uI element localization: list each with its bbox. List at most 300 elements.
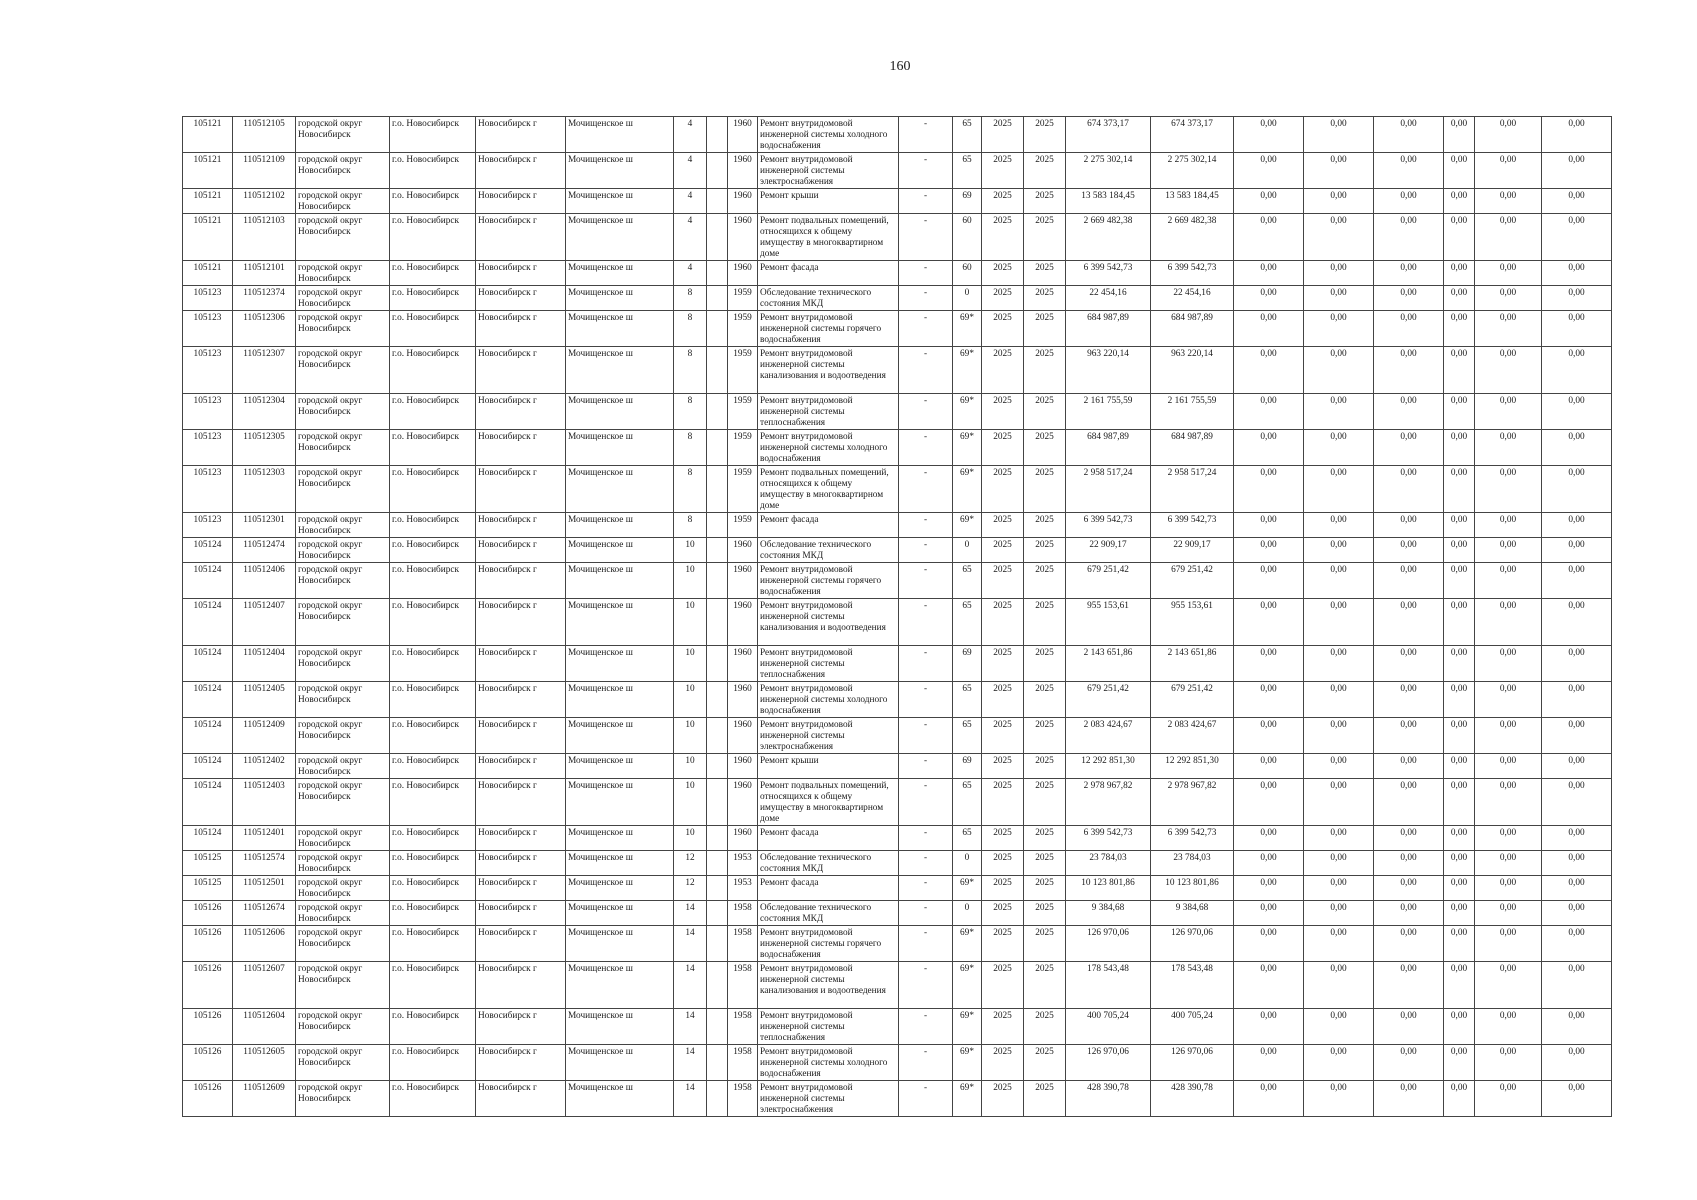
cell-work-type: Обследование технического состояния МКД — [758, 286, 899, 311]
cell-house-id: 105121 — [183, 117, 233, 153]
cell-total-cost: 2 275 302,14 — [1066, 153, 1151, 189]
cell-work-type: Ремонт внутридомовой инженерной системы холодного водоснабжения — [758, 430, 899, 466]
cell-other-funds: 0,00 — [1542, 1045, 1612, 1081]
cell-other-funds: 0,00 — [1542, 926, 1612, 962]
cell-plan-year-end: 2025 — [1024, 754, 1066, 779]
cell-street: Мочищенское ш — [566, 599, 674, 646]
cell-build-year: 1960 — [728, 261, 758, 286]
cell-total-cost: 6 399 542,73 — [1066, 826, 1151, 851]
cell-subject-funds: 0,00 — [1304, 754, 1374, 779]
cell-subject-funds: 0,00 — [1304, 513, 1374, 538]
cell-house-id: 105126 — [183, 1081, 233, 1117]
cell-work-id: 110512102 — [233, 189, 296, 214]
cell-owner-funds-flag: 0,00 — [1444, 311, 1475, 347]
cell-local-funds: 0,00 — [1374, 347, 1444, 394]
cell-work-type: Ремонт внутридомовой инженерной системы горячего водоснабжения — [758, 311, 899, 347]
cell-municipal-unit: г.о. Новосибирск — [390, 754, 476, 779]
cell-subject-funds: 0,00 — [1304, 538, 1374, 563]
cell-building-letter — [707, 826, 728, 851]
cell-building-letter — [707, 394, 728, 430]
cell-municipal-unit: г.о. Новосибирск — [390, 347, 476, 394]
cell-house-number: 4 — [674, 214, 707, 261]
cell-owner-funds-flag: 0,00 — [1444, 646, 1475, 682]
cell-plan-year-start: 2025 — [982, 261, 1024, 286]
cell-subject-funds: 0,00 — [1304, 214, 1374, 261]
cell-house-number: 14 — [674, 1045, 707, 1081]
cell-locality: Новосибирск г — [476, 682, 566, 718]
table-row — [183, 901, 1612, 926]
table-row — [183, 538, 1612, 563]
cell-owner-funds: 0,00 — [1475, 189, 1542, 214]
cell-house-id: 105126 — [183, 962, 233, 1009]
cell-building-letter — [707, 563, 728, 599]
cell-house-id: 105124 — [183, 538, 233, 563]
cell-subject-funds: 0,00 — [1304, 962, 1374, 1009]
cell-build-year: 1958 — [728, 1009, 758, 1045]
cell-work-id: 110512304 — [233, 394, 296, 430]
cell-separator: - — [899, 214, 953, 261]
cell-total-cost: 23 784,03 — [1066, 851, 1151, 876]
cell-municipal-unit: г.о. Новосибирск — [390, 538, 476, 563]
cell-work-id: 110512401 — [233, 826, 296, 851]
cell-separator: - — [899, 394, 953, 430]
cell-street: Мочищенское ш — [566, 311, 674, 347]
cell-municipal-unit: г.о. Новосибирск — [390, 1009, 476, 1045]
cell-owner-funds-flag: 0,00 — [1444, 466, 1475, 513]
cell-municipal-unit: г.о. Новосибирск — [390, 851, 476, 876]
cell-local-funds: 0,00 — [1374, 962, 1444, 1009]
table-row — [183, 682, 1612, 718]
cell-owner-funds-flag: 0,00 — [1444, 754, 1475, 779]
cell-building-letter — [707, 646, 728, 682]
cell-separator: - — [899, 779, 953, 826]
cell-street: Мочищенское ш — [566, 1009, 674, 1045]
cell-local-funds: 0,00 — [1374, 311, 1444, 347]
cell-federal-funds: 0,00 — [1234, 1009, 1304, 1045]
cell-work-id: 110512103 — [233, 214, 296, 261]
cell-subject-funds: 0,00 — [1304, 189, 1374, 214]
cell-federal-funds: 0,00 — [1234, 962, 1304, 1009]
cell-separator: - — [899, 646, 953, 682]
cell-house-id: 105121 — [183, 214, 233, 261]
cell-work-id: 110512501 — [233, 876, 296, 901]
cell-subject-funds: 0,00 — [1304, 466, 1374, 513]
cell-local-funds: 0,00 — [1374, 876, 1444, 901]
cell-locality: Новосибирск г — [476, 1009, 566, 1045]
cell-building-letter — [707, 1009, 728, 1045]
cell-other-funds: 0,00 — [1542, 538, 1612, 563]
cell-plan-year-start: 2025 — [982, 962, 1024, 1009]
cell-locality: Новосибирск г — [476, 779, 566, 826]
cell-other-funds: 0,00 — [1542, 718, 1612, 754]
cell-municipal-unit: г.о. Новосибирск — [390, 466, 476, 513]
cell-build-year: 1958 — [728, 926, 758, 962]
cell-municipality: городской округ Новосибирск — [296, 347, 390, 394]
cell-house-id: 105124 — [183, 563, 233, 599]
cell-owner-funds: 0,00 — [1475, 466, 1542, 513]
cell-local-funds: 0,00 — [1374, 926, 1444, 962]
cell-subject-funds: 0,00 — [1304, 261, 1374, 286]
cell-work-id: 110512607 — [233, 962, 296, 1009]
cell-work-type: Ремонт фасада — [758, 513, 899, 538]
cell-build-year: 1960 — [728, 646, 758, 682]
cell-work-type: Ремонт внутридомовой инженерной системы горячего водоснабжения — [758, 926, 899, 962]
cell-local-funds: 0,00 — [1374, 394, 1444, 430]
cell-regional-fund-cost: 126 970,06 — [1151, 1045, 1234, 1081]
cell-owner-funds: 0,00 — [1475, 430, 1542, 466]
cell-house-number: 8 — [674, 286, 707, 311]
cell-total-cost: 955 153,61 — [1066, 599, 1151, 646]
cell-house-number: 14 — [674, 962, 707, 1009]
cell-plan-year-end: 2025 — [1024, 261, 1066, 286]
cell-house-number: 10 — [674, 718, 707, 754]
cell-house-number: 10 — [674, 682, 707, 718]
table-row — [183, 563, 1612, 599]
cell-separator: - — [899, 286, 953, 311]
cell-wear-percent: 69* — [953, 311, 982, 347]
cell-locality: Новосибирск г — [476, 286, 566, 311]
cell-separator: - — [899, 599, 953, 646]
cell-locality: Новосибирск г — [476, 189, 566, 214]
cell-regional-fund-cost: 684 987,89 — [1151, 430, 1234, 466]
cell-regional-fund-cost: 13 583 184,45 — [1151, 189, 1234, 214]
cell-municipal-unit: г.о. Новосибирск — [390, 1045, 476, 1081]
cell-work-type: Обследование технического состояния МКД — [758, 538, 899, 563]
cell-plan-year-end: 2025 — [1024, 153, 1066, 189]
cell-locality: Новосибирск г — [476, 153, 566, 189]
cell-locality: Новосибирск г — [476, 718, 566, 754]
cell-work-type: Ремонт внутридомовой инженерной системы канализования и водоотведения — [758, 962, 899, 1009]
cell-local-funds: 0,00 — [1374, 117, 1444, 153]
cell-street: Мочищенское ш — [566, 718, 674, 754]
cell-work-id: 110512609 — [233, 1081, 296, 1117]
table-row — [183, 1081, 1612, 1117]
cell-other-funds: 0,00 — [1542, 599, 1612, 646]
cell-local-funds: 0,00 — [1374, 189, 1444, 214]
table-row — [183, 466, 1612, 513]
cell-owner-funds-flag: 0,00 — [1444, 962, 1475, 1009]
table-row — [183, 347, 1612, 394]
cell-building-letter — [707, 261, 728, 286]
cell-municipality: городской округ Новосибирск — [296, 286, 390, 311]
cell-work-id: 110512406 — [233, 563, 296, 599]
cell-locality: Новосибирск г — [476, 311, 566, 347]
cell-municipal-unit: г.о. Новосибирск — [390, 1081, 476, 1117]
cell-work-id: 110512307 — [233, 347, 296, 394]
cell-street: Мочищенское ш — [566, 962, 674, 1009]
cell-separator: - — [899, 718, 953, 754]
cell-plan-year-start: 2025 — [982, 1009, 1024, 1045]
cell-build-year: 1960 — [728, 563, 758, 599]
cell-federal-funds: 0,00 — [1234, 311, 1304, 347]
cell-separator: - — [899, 1045, 953, 1081]
cell-locality: Новосибирск г — [476, 876, 566, 901]
cell-municipality: городской округ Новосибирск — [296, 826, 390, 851]
cell-plan-year-start: 2025 — [982, 754, 1024, 779]
cell-federal-funds: 0,00 — [1234, 347, 1304, 394]
cell-street: Мочищенское ш — [566, 1045, 674, 1081]
cell-owner-funds: 0,00 — [1475, 962, 1542, 1009]
cell-subject-funds: 0,00 — [1304, 646, 1374, 682]
cell-wear-percent: 69* — [953, 926, 982, 962]
cell-plan-year-end: 2025 — [1024, 538, 1066, 563]
cell-building-letter — [707, 538, 728, 563]
cell-owner-funds-flag: 0,00 — [1444, 394, 1475, 430]
cell-house-id: 105121 — [183, 189, 233, 214]
cell-federal-funds: 0,00 — [1234, 189, 1304, 214]
cell-subject-funds: 0,00 — [1304, 876, 1374, 901]
cell-separator: - — [899, 261, 953, 286]
cell-municipality: городской округ Новосибирск — [296, 876, 390, 901]
cell-street: Мочищенское ш — [566, 754, 674, 779]
cell-federal-funds: 0,00 — [1234, 682, 1304, 718]
cell-work-type: Ремонт внутридомовой инженерной системы холодного водоснабжения — [758, 117, 899, 153]
cell-build-year: 1953 — [728, 851, 758, 876]
cell-federal-funds: 0,00 — [1234, 394, 1304, 430]
cell-house-id: 105123 — [183, 466, 233, 513]
cell-owner-funds: 0,00 — [1475, 153, 1542, 189]
cell-plan-year-end: 2025 — [1024, 779, 1066, 826]
cell-street: Мочищенское ш — [566, 261, 674, 286]
cell-federal-funds: 0,00 — [1234, 1081, 1304, 1117]
cell-municipality: городской округ Новосибирск — [296, 214, 390, 261]
cell-plan-year-start: 2025 — [982, 513, 1024, 538]
cell-federal-funds: 0,00 — [1234, 538, 1304, 563]
cell-plan-year-end: 2025 — [1024, 1081, 1066, 1117]
cell-build-year: 1953 — [728, 876, 758, 901]
cell-federal-funds: 0,00 — [1234, 599, 1304, 646]
cell-owner-funds-flag: 0,00 — [1444, 189, 1475, 214]
cell-regional-fund-cost: 679 251,42 — [1151, 682, 1234, 718]
cell-plan-year-end: 2025 — [1024, 563, 1066, 599]
cell-house-id: 105123 — [183, 347, 233, 394]
cell-federal-funds: 0,00 — [1234, 430, 1304, 466]
cell-separator: - — [899, 347, 953, 394]
cell-regional-fund-cost: 6 399 542,73 — [1151, 261, 1234, 286]
cell-building-letter — [707, 754, 728, 779]
cell-plan-year-end: 2025 — [1024, 826, 1066, 851]
cell-total-cost: 2 978 967,82 — [1066, 779, 1151, 826]
cell-locality: Новосибирск г — [476, 261, 566, 286]
cell-build-year: 1960 — [728, 718, 758, 754]
cell-plan-year-start: 2025 — [982, 311, 1024, 347]
cell-house-id: 105125 — [183, 876, 233, 901]
cell-subject-funds: 0,00 — [1304, 826, 1374, 851]
cell-subject-funds: 0,00 — [1304, 718, 1374, 754]
cell-municipal-unit: г.о. Новосибирск — [390, 394, 476, 430]
cell-other-funds: 0,00 — [1542, 1081, 1612, 1117]
cell-build-year: 1960 — [728, 682, 758, 718]
cell-total-cost: 2 958 517,24 — [1066, 466, 1151, 513]
cell-build-year: 1958 — [728, 901, 758, 926]
cell-municipal-unit: г.о. Новосибирск — [390, 876, 476, 901]
cell-separator: - — [899, 466, 953, 513]
cell-build-year: 1959 — [728, 513, 758, 538]
cell-locality: Новосибирск г — [476, 1081, 566, 1117]
table-row — [183, 718, 1612, 754]
cell-work-type: Ремонт крыши — [758, 754, 899, 779]
cell-other-funds: 0,00 — [1542, 826, 1612, 851]
cell-plan-year-end: 2025 — [1024, 1045, 1066, 1081]
cell-plan-year-start: 2025 — [982, 1045, 1024, 1081]
cell-plan-year-end: 2025 — [1024, 1009, 1066, 1045]
cell-building-letter — [707, 214, 728, 261]
table-row — [183, 286, 1612, 311]
cell-local-funds: 0,00 — [1374, 826, 1444, 851]
cell-municipal-unit: г.о. Новосибирск — [390, 563, 476, 599]
cell-house-number: 8 — [674, 394, 707, 430]
cell-municipal-unit: г.о. Новосибирск — [390, 646, 476, 682]
cell-subject-funds: 0,00 — [1304, 563, 1374, 599]
cell-build-year: 1960 — [728, 214, 758, 261]
cell-work-id: 110512409 — [233, 718, 296, 754]
cell-owner-funds: 0,00 — [1475, 214, 1542, 261]
cell-plan-year-end: 2025 — [1024, 466, 1066, 513]
cell-building-letter — [707, 1081, 728, 1117]
cell-locality: Новосибирск г — [476, 962, 566, 1009]
cell-subject-funds: 0,00 — [1304, 682, 1374, 718]
cell-house-id: 105123 — [183, 286, 233, 311]
cell-street: Мочищенское ш — [566, 826, 674, 851]
cell-total-cost: 9 384,68 — [1066, 901, 1151, 926]
cell-work-type: Ремонт внутридомовой инженерной системы холодного водоснабжения — [758, 682, 899, 718]
cell-regional-fund-cost: 12 292 851,30 — [1151, 754, 1234, 779]
cell-work-id: 110512574 — [233, 851, 296, 876]
cell-work-type: Ремонт подвальных помещений, относящихся к общему имуществу в многоквартирном доме — [758, 214, 899, 261]
cell-regional-fund-cost: 22 909,17 — [1151, 538, 1234, 563]
repair-schedule-table — [182, 116, 1612, 1117]
cell-building-letter — [707, 286, 728, 311]
cell-locality: Новосибирск г — [476, 1045, 566, 1081]
cell-owner-funds-flag: 0,00 — [1444, 926, 1475, 962]
cell-plan-year-start: 2025 — [982, 779, 1024, 826]
cell-owner-funds-flag: 0,00 — [1444, 599, 1475, 646]
cell-other-funds: 0,00 — [1542, 214, 1612, 261]
cell-owner-funds-flag: 0,00 — [1444, 286, 1475, 311]
cell-regional-fund-cost: 6 399 542,73 — [1151, 513, 1234, 538]
cell-subject-funds: 0,00 — [1304, 394, 1374, 430]
cell-municipality: городской округ Новосибирск — [296, 851, 390, 876]
cell-building-letter — [707, 153, 728, 189]
cell-other-funds: 0,00 — [1542, 311, 1612, 347]
cell-owner-funds: 0,00 — [1475, 754, 1542, 779]
cell-wear-percent: 60 — [953, 261, 982, 286]
cell-federal-funds: 0,00 — [1234, 117, 1304, 153]
cell-build-year: 1958 — [728, 962, 758, 1009]
cell-wear-percent: 69* — [953, 1081, 982, 1117]
cell-other-funds: 0,00 — [1542, 876, 1612, 901]
cell-local-funds: 0,00 — [1374, 430, 1444, 466]
cell-subject-funds: 0,00 — [1304, 430, 1374, 466]
cell-subject-funds: 0,00 — [1304, 779, 1374, 826]
cell-locality: Новосибирск г — [476, 754, 566, 779]
cell-local-funds: 0,00 — [1374, 779, 1444, 826]
table-row — [183, 926, 1612, 962]
table-row — [183, 189, 1612, 214]
cell-other-funds: 0,00 — [1542, 962, 1612, 1009]
cell-local-funds: 0,00 — [1374, 1009, 1444, 1045]
cell-owner-funds-flag: 0,00 — [1444, 851, 1475, 876]
cell-municipality: городской округ Новосибирск — [296, 682, 390, 718]
cell-plan-year-start: 2025 — [982, 682, 1024, 718]
cell-plan-year-start: 2025 — [982, 153, 1024, 189]
cell-owner-funds: 0,00 — [1475, 311, 1542, 347]
cell-work-id: 110512407 — [233, 599, 296, 646]
cell-build-year: 1960 — [728, 538, 758, 563]
cell-other-funds: 0,00 — [1542, 563, 1612, 599]
cell-regional-fund-cost: 674 373,17 — [1151, 117, 1234, 153]
cell-build-year: 1960 — [728, 754, 758, 779]
cell-locality: Новосибирск г — [476, 563, 566, 599]
cell-building-letter — [707, 430, 728, 466]
cell-build-year: 1959 — [728, 311, 758, 347]
cell-total-cost: 178 543,48 — [1066, 962, 1151, 1009]
cell-build-year: 1959 — [728, 394, 758, 430]
cell-wear-percent: 69* — [953, 430, 982, 466]
cell-locality: Новосибирск г — [476, 826, 566, 851]
table-row — [183, 779, 1612, 826]
cell-wear-percent: 65 — [953, 563, 982, 599]
table-row — [183, 826, 1612, 851]
cell-owner-funds: 0,00 — [1475, 901, 1542, 926]
cell-total-cost: 22 909,17 — [1066, 538, 1151, 563]
cell-work-type: Обследование технического состояния МКД — [758, 851, 899, 876]
cell-work-type: Ремонт внутридомовой инженерной системы электроснабжения — [758, 153, 899, 189]
cell-locality: Новосибирск г — [476, 466, 566, 513]
cell-municipality: городской округ Новосибирск — [296, 718, 390, 754]
cell-house-id: 105124 — [183, 646, 233, 682]
table-row — [183, 876, 1612, 901]
cell-municipal-unit: г.о. Новосибирск — [390, 214, 476, 261]
cell-municipality: городской округ Новосибирск — [296, 430, 390, 466]
cell-municipality: городской округ Новосибирск — [296, 962, 390, 1009]
cell-subject-funds: 0,00 — [1304, 901, 1374, 926]
cell-plan-year-end: 2025 — [1024, 347, 1066, 394]
cell-owner-funds: 0,00 — [1475, 682, 1542, 718]
cell-house-id: 105126 — [183, 926, 233, 962]
cell-street: Мочищенское ш — [566, 513, 674, 538]
cell-work-type: Ремонт фасада — [758, 826, 899, 851]
cell-plan-year-start: 2025 — [982, 851, 1024, 876]
cell-house-number: 4 — [674, 153, 707, 189]
cell-municipality: городской округ Новосибирск — [296, 926, 390, 962]
cell-federal-funds: 0,00 — [1234, 466, 1304, 513]
cell-regional-fund-cost: 428 390,78 — [1151, 1081, 1234, 1117]
cell-build-year: 1960 — [728, 189, 758, 214]
cell-owner-funds-flag: 0,00 — [1444, 901, 1475, 926]
cell-total-cost: 2 143 651,86 — [1066, 646, 1151, 682]
cell-street: Мочищенское ш — [566, 876, 674, 901]
cell-owner-funds: 0,00 — [1475, 347, 1542, 394]
cell-federal-funds: 0,00 — [1234, 563, 1304, 599]
table-row — [183, 754, 1612, 779]
cell-owner-funds-flag: 0,00 — [1444, 1045, 1475, 1081]
cell-wear-percent: 65 — [953, 117, 982, 153]
cell-plan-year-end: 2025 — [1024, 513, 1066, 538]
cell-subject-funds: 0,00 — [1304, 117, 1374, 153]
cell-plan-year-end: 2025 — [1024, 189, 1066, 214]
cell-building-letter — [707, 779, 728, 826]
cell-building-letter — [707, 876, 728, 901]
cell-total-cost: 679 251,42 — [1066, 682, 1151, 718]
cell-building-letter — [707, 718, 728, 754]
cell-house-number: 4 — [674, 117, 707, 153]
cell-other-funds: 0,00 — [1542, 189, 1612, 214]
cell-owner-funds-flag: 0,00 — [1444, 718, 1475, 754]
cell-regional-fund-cost: 2 275 302,14 — [1151, 153, 1234, 189]
cell-plan-year-end: 2025 — [1024, 394, 1066, 430]
cell-municipal-unit: г.о. Новосибирск — [390, 311, 476, 347]
